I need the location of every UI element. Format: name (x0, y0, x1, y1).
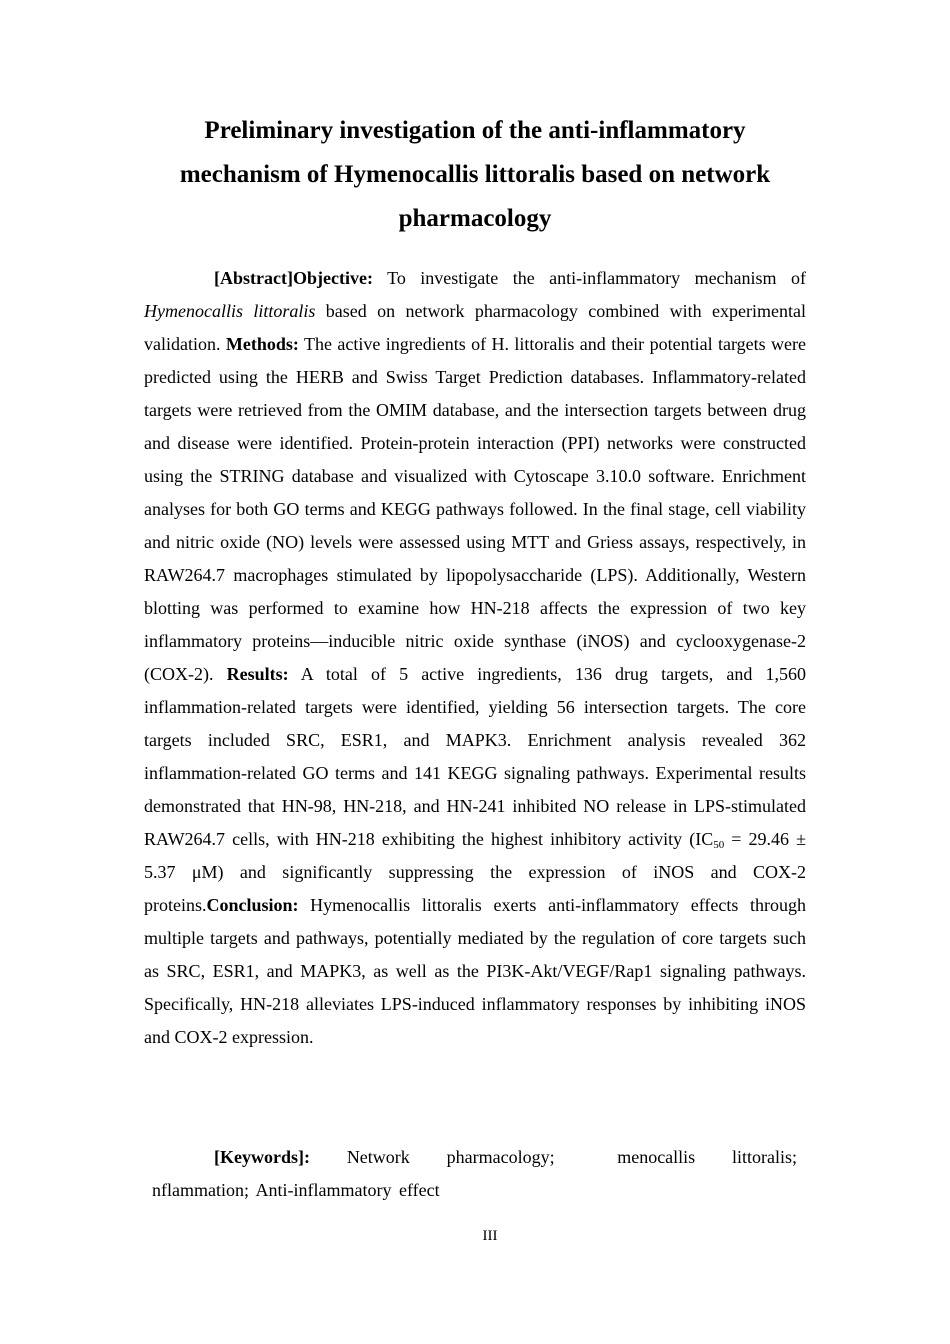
keyword-word: menocallis (617, 1147, 696, 1167)
ic50-subscript: 50 (713, 839, 725, 851)
paper-title (120, 109, 830, 241)
species-name: Hymenocallis littoralis (144, 301, 316, 321)
title-line-2: mechanism of Hymenocallis littoralis based on network (179, 161, 771, 188)
conclusion-text: Hymenocallis littoralis exerts anti-inflammatory effects through multiple targets and pathways, potentially mediated by the regulation of core targets such as SRC, ESR1, and MAPK3, as well as the PI3K-Akt/VEGF/Rap1 signaling pathways. Specifically, HN-218 alleviates LPS-induced inflammatory responses by inhibiting iNOS and COX-2 expression. (144, 895, 806, 1047)
keywords-block (144, 1141, 806, 1207)
title-line-1: Preliminary investigation of the anti-inflammatory (204, 117, 746, 144)
objective-text: To investigate the anti-inflammatory mechanism of (372, 268, 806, 288)
abstract-paragraph (144, 262, 806, 1054)
results-text-continued: = 29.46 ± 5.37 μM) and significantly suppressing the expression of iNOS and COX-2 proteins. (144, 829, 806, 915)
keyword-word: littoralis; (732, 1147, 798, 1167)
objective-text-continued: based on network pharmacology combined with experimental validation. (144, 301, 806, 354)
page-number: III (482, 1228, 498, 1244)
objective-label: Objective: (292, 268, 373, 288)
title-line-3: pharmacology (398, 205, 552, 232)
keywords-line-1 (144, 1141, 806, 1174)
methods-label: Methods: (225, 334, 299, 354)
keywords-line-2: nflammation; Anti-inflammatory effect (152, 1180, 440, 1200)
keywords-label: [Keywords]: (214, 1147, 310, 1167)
results-text: A total of 5 active ingredients, 136 drug targets, and 1,560 inflammation-related targets were identified, yielding 56 intersection targets. The core targets included SRC, ESR1, and MAPK3. Enrichment analysis revealed 362 inflammation-related GO terms and 141 KEGG signaling pathways. Experimental results demonstrated that HN-98, HN-218, and HN-241 inhibited NO release in LPS-stimulated RAW264.7 cells, with HN-218 exhibiting the highest inhibitory activity (IC (144, 664, 806, 849)
keyword-word: Network (346, 1147, 410, 1167)
methods-text: The active ingredients of H. littoralis and their potential targets were predicted using the HERB and Swiss Target Prediction databases. Inflammatory-related targets were retrieved from the OMIM database, and the intersection targets between drug and disease were identified. Protein-protein interaction (PPI) networks were constructed using the STRING database and visualized with Cytoscape 3.10.0 software. Enrichment analyses for both GO terms and KEGG pathways followed. In the final stage, cell viability and nitric oxide (NO) levels were assessed using MTT and Griess assays, respectively, in RAW264.7 macrophages stimulated by lipopolysaccharide (LPS). Additionally, Western blotting was performed to examine how HN-218 affects the expression of two key inflammatory proteins—inducible nitric oxide synthase (iNOS) and cyclooxygenase-2 (COX-2). (144, 334, 806, 684)
results-label: Results: (226, 664, 289, 684)
conclusion-label: Conclusion: (206, 895, 299, 915)
keyword-word: pharmacology; (446, 1147, 555, 1167)
abstract-label: [Abstract] (214, 268, 293, 288)
